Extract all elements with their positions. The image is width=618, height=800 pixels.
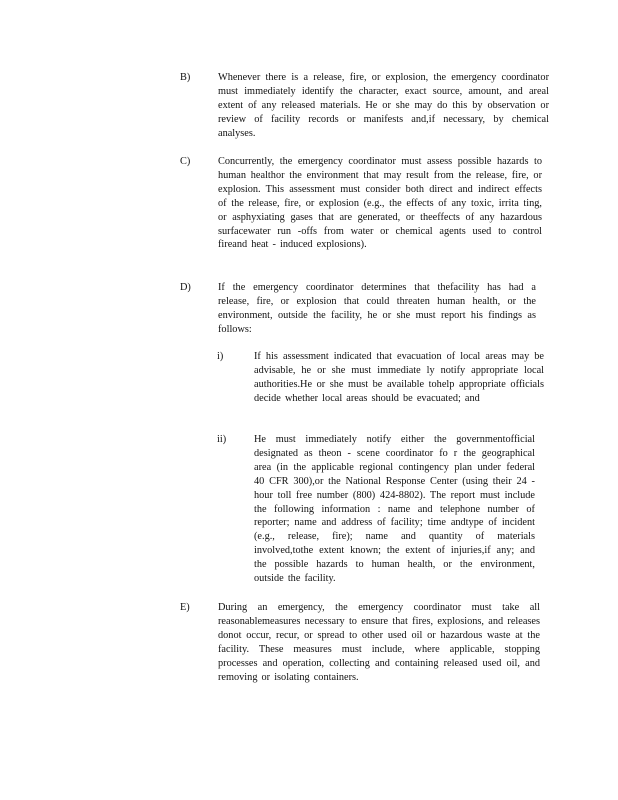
section-marker: C) [180,156,191,167]
subsection-text: If his assessment indicated that evacuation of local areas may be advisable, he or she must immediate ly notify appropriate local authorities.He or she must be available tohelp appropriate officials decide whether local areas should be evacuated; and [254,351,544,404]
subsection-marker: i) [217,351,224,362]
section-text: Concurrently, the emergency coordinator must assess possible hazards to human healthor the environment that may result from the release, fire, or explosion. This assessment must consider both direct and indirect effects of the release, fire, or explosion (e.g., the effects of any toxic, irrita ting, or asphyxiating gases that are generated, or theeffects of any hazardous surfacewater run -offs from water or chemical agents used to control fireand heat - induced explosions). [218,156,542,251]
subsection-marker: ii) [217,434,227,445]
section-marker: B) [180,72,191,83]
section-text: Whenever there is a release, fire, or explosion, the emergency coordinator must immediately identify the character, exact source, amount, and areal extent of any released materials. He or she may do this by observation or review of facility records or manifests and,if necessary, by chemical analyses. [218,72,549,139]
section-text: If the emergency coordinator determines that thefacility has had a release, fire, or explosion that could threaten human health, or the environment, outside the facility, he or she must report his findings as follows: [218,282,536,335]
subsection-text: He must immediately notify either the governmentofficial designated as theon - scene coordinator fo r the geographical area (in the applicable regional contingency plan under federal 40 CFR 300),or the National Response Center (using their 24 -hour toll free number (800) 424-8802). The report must include the following information : name and telephone number of reporter; name and address of facility; time andtype of incident (e.g., release, fire); name and quantity of materials involved,tothe extent known; the extent of injuries,if any; and the possible hazards to human health, or the environment, outside the facility. [254,434,535,585]
section-marker: D) [180,282,191,293]
section-marker: E) [180,602,190,613]
section-text: During an emergency, the emergency coordinator must take all reasonablemeasures necessary to ensure that fires, explosions, and releases donot occur, recur, or spread to other used oil or hazardous waste at the facility. These measures must include, where applicable, stopping processes and operation, collecting and containing released used oil, and removing or isolating containers. [218,602,540,683]
